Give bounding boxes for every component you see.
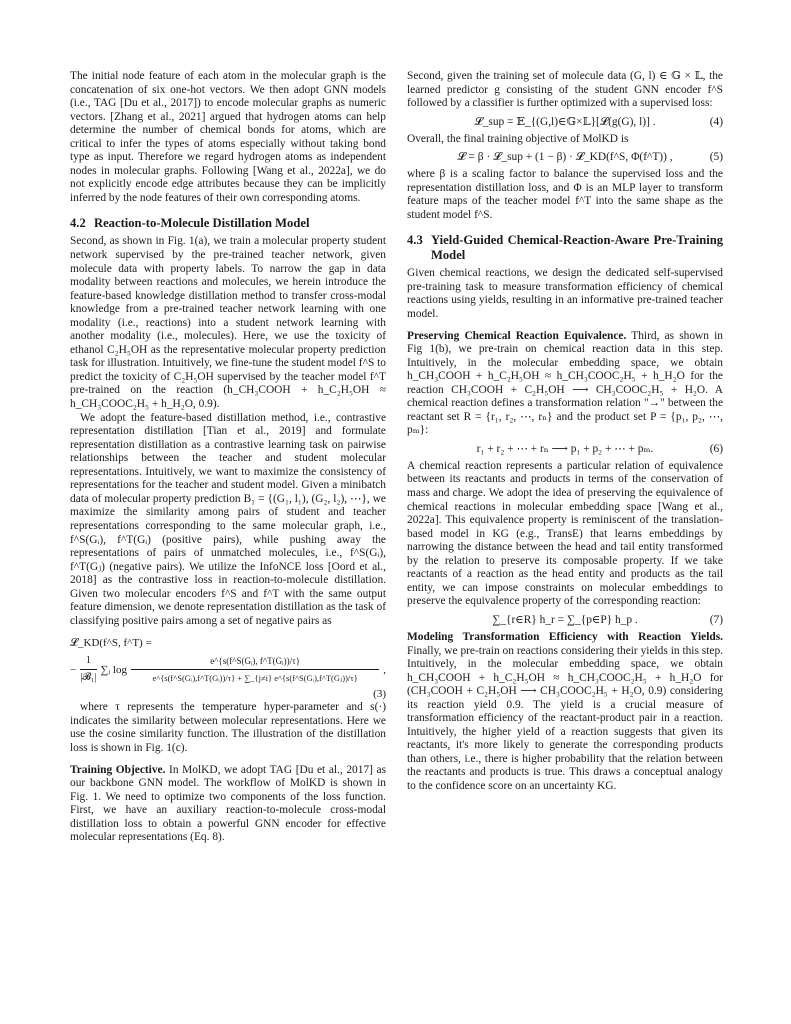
paragraph: A chemical reaction represents a particular relation of equivalence between its reactants and products in terms of the conservation of mass and charge. We adopt the idea of preserving the equivalence of chemical reactions in molecular embedding space [Wang et al., 2022a]. This equivalence property is reminiscent of the translation-based model in KG (e.g., TransE) that learns embeddings by narrowing the distance between the head and tail entity transformed by the relation to preserve its composable property. If we take reactants of a reaction as the head entity and products as the tail entity, we can impose constraints on molecular embeddings to preserve the equivalence property of the corresponding reaction: — [407, 459, 723, 608]
equation-3-inner-fraction: $\frac{\text{e\textasciicircum{}\{s(f\textasciicircum{}S(Gᵢ), f\textasciicircum{}T(Gᵢ))/τ\}}}{\text{e\textasciicircum{}\{s(f\textasciicircum{}S(Gᵢ),f\textasciicircum{}T(Gᵢ))/τ\} + ∑\_\{j≠i\} e\textasciicircum{}\{s(f\textasciicircum{}S(Gᵢ),f\textasciicircum{}T(Gⱼ))/τ\}}}$ — [131, 654, 379, 685]
paragraph: Second, as shown in Fig. 1(a), we train a molecular property student network supervised by the pre-trained teacher network, given molecule data with property labels. To narrow the gap in data modality between reactions and molecules, we herein introduce the feature-based knowledge distillation method to transfer cross-modal knowledge from a pre-trained teacher network learning with one modality (i.e., reactions) into a student network learning with another modality (i.e., molecules). Here, we use the toxicity of ethanol C₂H₅OH as the representative molecular property prediction task for illustration. Intuitively, we fine-tune the student model f^S to predict the toxicity of C₂H₅OH supervised by the teacher model f^T pre-trained on the reaction (h_CH₃COOH + h_C₂H₅OH ≈ h_CH₃COOC₂H₅ + h_H₂O, 0.9). — [70, 235, 386, 411]
run-in-heading: Modeling Transformation Efficiency with Reaction Yields. — [407, 630, 723, 643]
paragraph: Modeling Transformation Efficiency with Reaction Yields. Finally, we pre-train on reactions considering their yields in this step. Intuitively, in the molecular embedding space, we obtain h_CH₃COOH + h_C₂H₅OH ≈ h_CH₃COOC₂H₅ + h_H₂O for (CH₃COOH + C₂H₅OH ⟶ CH₃COOC₂H₅ + H₂O, 0.9) considering its reaction yield 0.9. The yield is a crucial measure of transformation efficiency of the reactant-product pair in a reaction. Intuitively, the higher yield of a reaction suggests that given its reactants, it's more likely to generate the corresponding products than others, i.e., there is higher probability that the relation between the reactants and products is true. This draws a conceptual analogy to the confidence score on an uncertainty KG. — [407, 630, 723, 792]
paragraph: We adopt the feature-based distillation method, i.e., contrastive representation distillation [Tian et al., 2019] and formulate representation distillation as a contrastive learning task on pairwise relationships between the teacher and student molecular representations. Intuitively, we want to maximize the consistency of representations for the teacher and student model. Given a minibatch data of molecular property prediction B₁ = {(G₁, l₁), (G₂, l₂), ⋯}, we maximize the similarity among pairs of student and teacher representations corresponding to the same molecular graph, i.e., f^S(Gᵢ), f^T(Gᵢ) (positive pairs), while pushing away the representations of pairs of unmatched molecules, i.e., f^S(Gᵢ), f^T(Gⱼ) (negative pairs). We utilize the InfoNCE loss [Oord et al., 2018] as the contrastive loss in reaction-to-molecule distillation. Given two molecular encoders f^S and f^T with the same output feature dimension, we denote representation distillation as the task of classifying positive pairs among a set of negative pairs as — [70, 411, 386, 627]
equation-3: 𝓛_KD(f^S, f^T) = − $\frac{1}{\text{|𝓑₁|}}$ ∑ᵢ log $\frac{\text{e\textasciicircum{}\{s(f\textasciicircum{}S(Gᵢ), f\textasciicircum{}T(Gᵢ))/τ\}}}{\text{e\textasciicircum{}\{s(f\textasciicircum{}S(Gᵢ),f\textasciicircum{}T(Gᵢ))/τ\} + ∑\_\{j≠i\} e\textasciicircum{}\{s(f\textasciicircum{}S(Gᵢ),f\textasciicircum{}T(Gⱼ))/τ\}}}$ , (3) — [70, 637, 386, 701]
paragraph: Training Objective. In MolKD, we adopt TAG [Du et al., 2017] as our backbone GNN model. The workflow of MolKD is shown in Fig. 1. We need to optimize two components of the loss function. First, we have an auxiliary reaction-to-molecule cross-modal distillation loss to obtain a powerful GNN encoder for effective molecular representations (Eq. 8). — [70, 763, 386, 844]
equation-3-minus: − — [70, 663, 77, 676]
equation-5: 𝓛 = β · 𝓛_sup + (1 − β) · 𝓛_KD(f^S, Φ(f^T)) , (5) — [457, 151, 723, 164]
run-in-heading: Preserving Chemical Reaction Equivalence. — [407, 329, 627, 342]
paragraph: Second, given the training set of molecule data (G, l) ∈ 𝔾 × 𝕃, the learned predictor g consisting of the student GNN encoder f^S followed by a classifier is further optimized with a supervised loss: — [407, 70, 723, 110]
equation-6: r₁ + r₂ + ⋯ + rₙ ⟶ p₁ + p₂ + ⋯ + pₘ. (6) — [476, 442, 723, 455]
equation-4: 𝓛_sup = 𝔼_{(G,l)∈𝔾×𝕃}[𝓛(g(G), l)] . (4) — [474, 115, 723, 128]
equation-3-outer-fraction: $\frac{1}{\text{|𝓑₁|}}$ — [80, 655, 97, 684]
equation-3-lhs: 𝓛_KD(f^S, f^T) = — [70, 637, 152, 650]
paragraph: The initial node feature of each atom in the molecular graph is the concatenation of six one-hot vectors. We then adopt GNN models (i.e., TAG [Du et al., 2017]) to encode molecular graphs as numeric vectors. [Zhang et al., 2021] argued that hydrogen atoms can help determine the number of chemical bonds for atoms, which are critical to infer the types of atoms especially without taking bond type as input. Therefore we regard hydrogen atoms as independent nodes in molecular graphs. Following [Wang et al., 2022a], we do not explicitly encode edge attributes because they can be implicitly inferred by the node features of their own corresponding atoms. — [70, 70, 386, 204]
run-in-heading: Training Objective. — [70, 763, 166, 776]
section-heading-4-3: 4.3 Yield-Guided Chemical-Reaction-Aware Pre-Training Model — [407, 233, 723, 263]
right-column — [407, 70, 723, 794]
paragraph: Preserving Chemical Reaction Equivalence. Third, as shown in Fig 1(b), we pre-train on chemical reaction data in this step. Intuitively, in the molecular embedding space, we obtain h_CH₃COOH + h_C₂H₅OH ≈ h_CH₃COOC₂H₅ + h_H₂O for the reaction CH₃COOH + C₂H₅OH ⟶ CH₃COOC₂H₅ + H₂O. A chemical reaction defines a transformation relation "→" between the reactant set R = {r₁, r₂, ⋯, rₙ} and the product set P = {p₁, p₂, ⋯, pₘ}: — [407, 329, 724, 437]
equation-number: (4) — [709, 115, 723, 128]
paragraph: Given chemical reactions, we design the dedicated self-supervised pre-training task to measure transformation efficiency of chemical reactions using yields, resulting in an informative pre-trained teacher model. — [407, 267, 723, 321]
paragraph: Overall, the final training objective of MolKD is — [407, 132, 629, 145]
left-column — [70, 70, 386, 845]
equation-number: (7) — [709, 613, 723, 626]
paragraph: where τ represents the temperature hyper-parameter and s(·) indicates the similarity between molecular representations. Here we use the cosine similarity function. The illustration of the distillation loss is shown in Fig. 1(c). — [70, 701, 386, 754]
equation-7: ∑_{r∈R} h_r = ∑_{p∈P} h_p . (7) — [492, 613, 723, 626]
equation-number: (6) — [709, 442, 723, 455]
paragraph: where β is a scaling factor to balance the supervised loss and the representation distillation loss, and Φ is an MLP layer to transform feature maps of the teacher model f^T into the same shape as the student model f^S. — [407, 168, 723, 221]
equation-number: (5) — [709, 151, 723, 164]
section-heading-4-2: 4.2 Reaction-to-Molecule Distillation Model — [70, 216, 310, 231]
equation-3-sum: ∑ᵢ log — [100, 663, 127, 676]
equation-number: (3) — [373, 688, 386, 701]
